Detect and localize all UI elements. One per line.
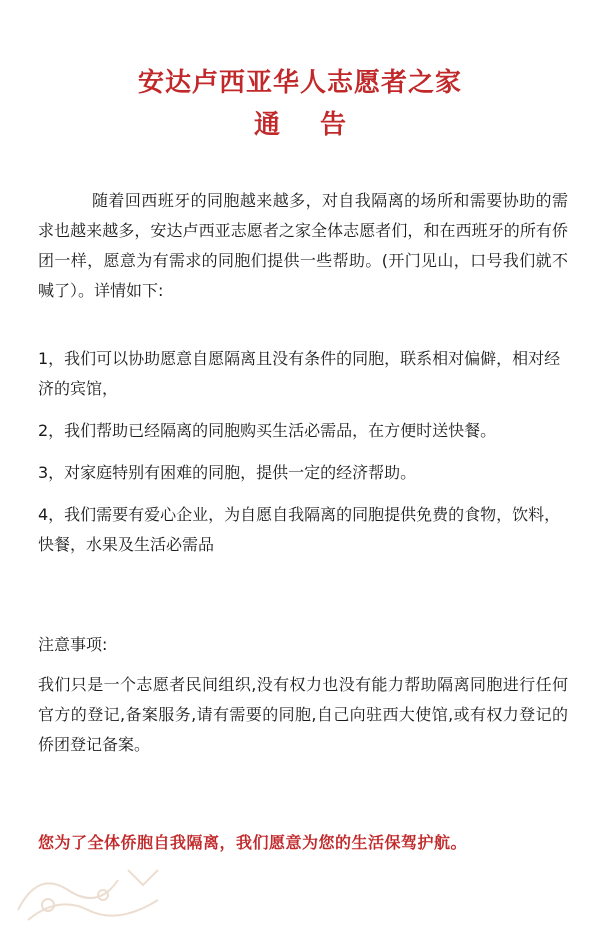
intro-paragraph: 随着回西班牙的同胞越来越多，对自我隔离的场所和需要协助的需求也越来越多，安达卢西亚志愿者之家全体志愿者们，和在西班牙的所有侨团一样，愿意为有需求的同胞们提供一些帮助。(开门见山，口号我们就不喊了）。详情如下: <box>38 191 568 300</box>
list-item: 1，我们可以协助愿意自愿隔离且没有条件的同胞，联系相对偏僻，相对经济的宾馆， <box>38 349 561 398</box>
item-list <box>38 344 568 572</box>
watermark-logo <box>8 850 178 930</box>
list-item: 2，我们帮助已经隔离的同胞购买生活必需品，在方便时送快餐。 <box>38 421 497 440</box>
page-title: 安达卢西亚华人志愿者之家 <box>137 68 462 98</box>
closing-slogan: 您为了全体侨胞自我隔离，我们愿意为您的生活保驾护航。 <box>38 833 468 852</box>
list-item: 4，我们需要有爱心企业，为自愿自我隔离的同胞提供免费的食物，饮料，快餐，水果及生活必需品 <box>38 505 561 554</box>
page-subtitle: 通告 <box>253 110 386 140</box>
notice-heading: 注意事项: <box>38 635 108 654</box>
list-item: 3，对家庭特别有困难的同胞，提供一定的经济帮助。 <box>38 463 417 482</box>
notice-paragraph: 我们只是一个志愿者民间组织,没有权力也没有能力帮助隔离同胞进行任何官方的登记,备案服务,请有需要的同胞,自己向驻西大使馆,或有权力登记的侨团登记备案。 <box>38 675 568 754</box>
